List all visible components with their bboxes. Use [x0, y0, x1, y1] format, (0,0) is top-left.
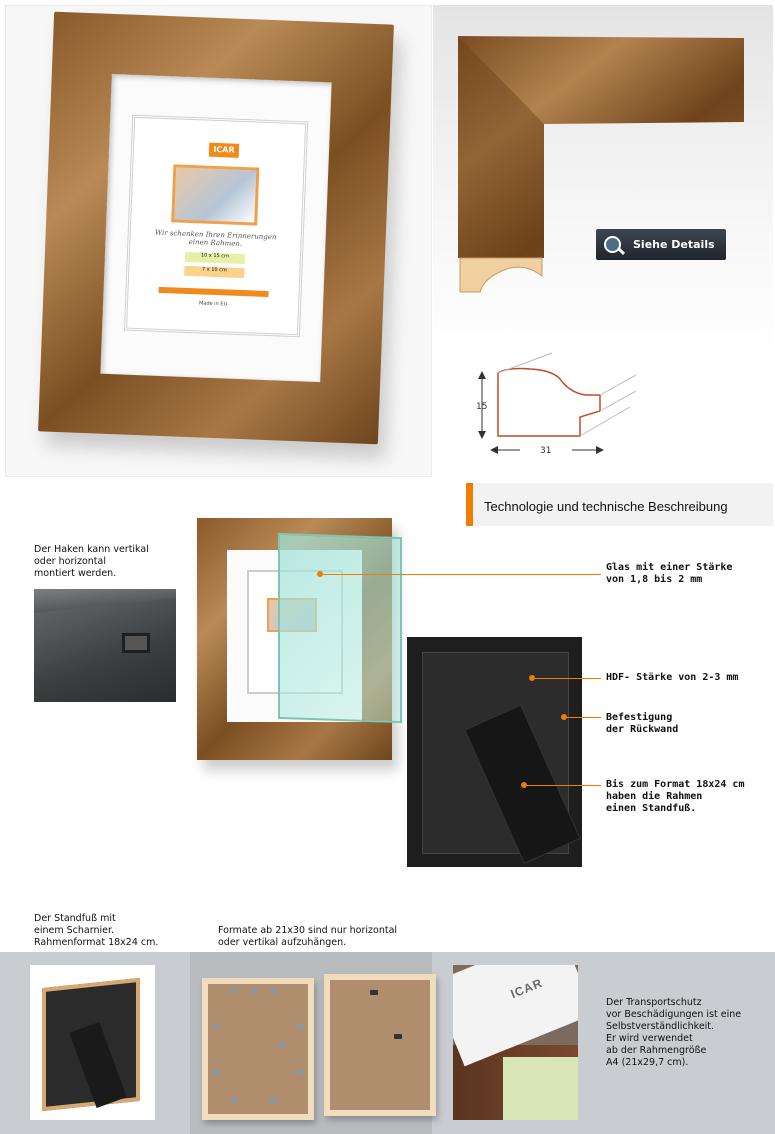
insert-card: [124, 115, 308, 338]
insert-slogan: Wir schenken Ihren Erinnerungen einen Rahmen.: [154, 228, 277, 249]
profile-outline: [498, 369, 600, 437]
frame-edge: [34, 589, 176, 613]
hdf-leader-line: [535, 678, 601, 679]
tech-heading: Technologie und technische Beschreibung: [484, 499, 728, 514]
clip-icon: [270, 1098, 278, 1103]
fastening-spec: Befestigung der Rückwand: [606, 712, 679, 735]
clip-icon: [270, 988, 278, 993]
arrow-left-icon: [490, 446, 498, 454]
hanger-icon: [370, 990, 378, 995]
width-value: 31: [540, 446, 552, 456]
brand-logo: ICAR: [209, 143, 240, 158]
clip-icon: [296, 1024, 304, 1029]
size-label-alt: 7 x 10 cm: [184, 266, 244, 278]
height-value: 15: [476, 402, 488, 412]
see-details-label: Siehe Details: [633, 238, 715, 251]
glass-leader-line: [323, 574, 601, 575]
profile-depth-line: [580, 407, 630, 436]
corner-cross-section: [460, 258, 542, 292]
arrow-up-icon: [478, 371, 486, 379]
transport-note: Der Transportschutz vor Beschädigungen ist eine Selbstverständlichkeit. Er wird verwendet ab der Rahmengröße A4 (21x29,7 cm).: [606, 997, 742, 1068]
hook-photo: [34, 589, 176, 702]
back-horizontal-hanging: [324, 974, 436, 1116]
fastening-leader-line: [567, 717, 601, 718]
hanging-formats-panel: [190, 952, 432, 1134]
glass-pane: [278, 533, 402, 723]
arrow-right-icon: [596, 446, 604, 454]
stand-spec: Bis zum Format 18x24 cm haben die Rahmen einen Standfuß.: [606, 779, 745, 814]
stand-photo: [30, 965, 155, 1120]
frame-front-photo: [38, 12, 394, 445]
transport-brand-label: ICAR: [508, 975, 545, 1002]
clip-icon: [230, 988, 238, 993]
clip-icon: [212, 1070, 220, 1075]
hdf-spec: HDF- Stärke von 2-3 mm: [606, 672, 739, 683]
made-in-label: Made in EU: [198, 300, 228, 308]
clip-icon: [230, 1098, 238, 1103]
profile-dimension-drawing: [460, 345, 650, 460]
size-label-main: 10 x 15 cm: [185, 252, 245, 264]
format-note: Formate ab 21x30 sind nur horizontal oder vertikal aufzuhängen.: [218, 925, 398, 948]
arrow-down-icon: [478, 431, 486, 439]
hook-note: Der Haken kann vertikal oder horizontal montiert werden.: [34, 544, 149, 579]
frame-mat: [100, 74, 331, 382]
transport-scene: [453, 965, 578, 1120]
hook-icon: [122, 633, 150, 653]
hanger-icon: [394, 1034, 402, 1039]
see-details-button[interactable]: [596, 229, 726, 260]
stand-note: Der Standfuß mit einem Scharnier. Rahmenformat 18x24 cm.: [34, 913, 159, 948]
glass-spec: Glas mit einer Stärke von 1,8 bis 2 mm: [606, 562, 733, 585]
clip-icon: [250, 988, 258, 993]
clip-icon: [212, 1024, 220, 1029]
magnifier-icon: [604, 236, 621, 253]
tech-heading-bar: [466, 483, 773, 526]
back-vertical-hanging: [202, 978, 314, 1120]
profile-depth-line: [600, 391, 636, 411]
stand-leader-line: [527, 785, 601, 786]
transport-protection-photo: [453, 965, 578, 1120]
frame-corner-mat: [503, 1057, 578, 1120]
clip-icon: [296, 1070, 304, 1075]
couple-photo: [171, 164, 259, 225]
hanger-icon: [278, 1042, 286, 1047]
website-strip: [158, 287, 268, 297]
profile-depth-line: [600, 375, 636, 395]
